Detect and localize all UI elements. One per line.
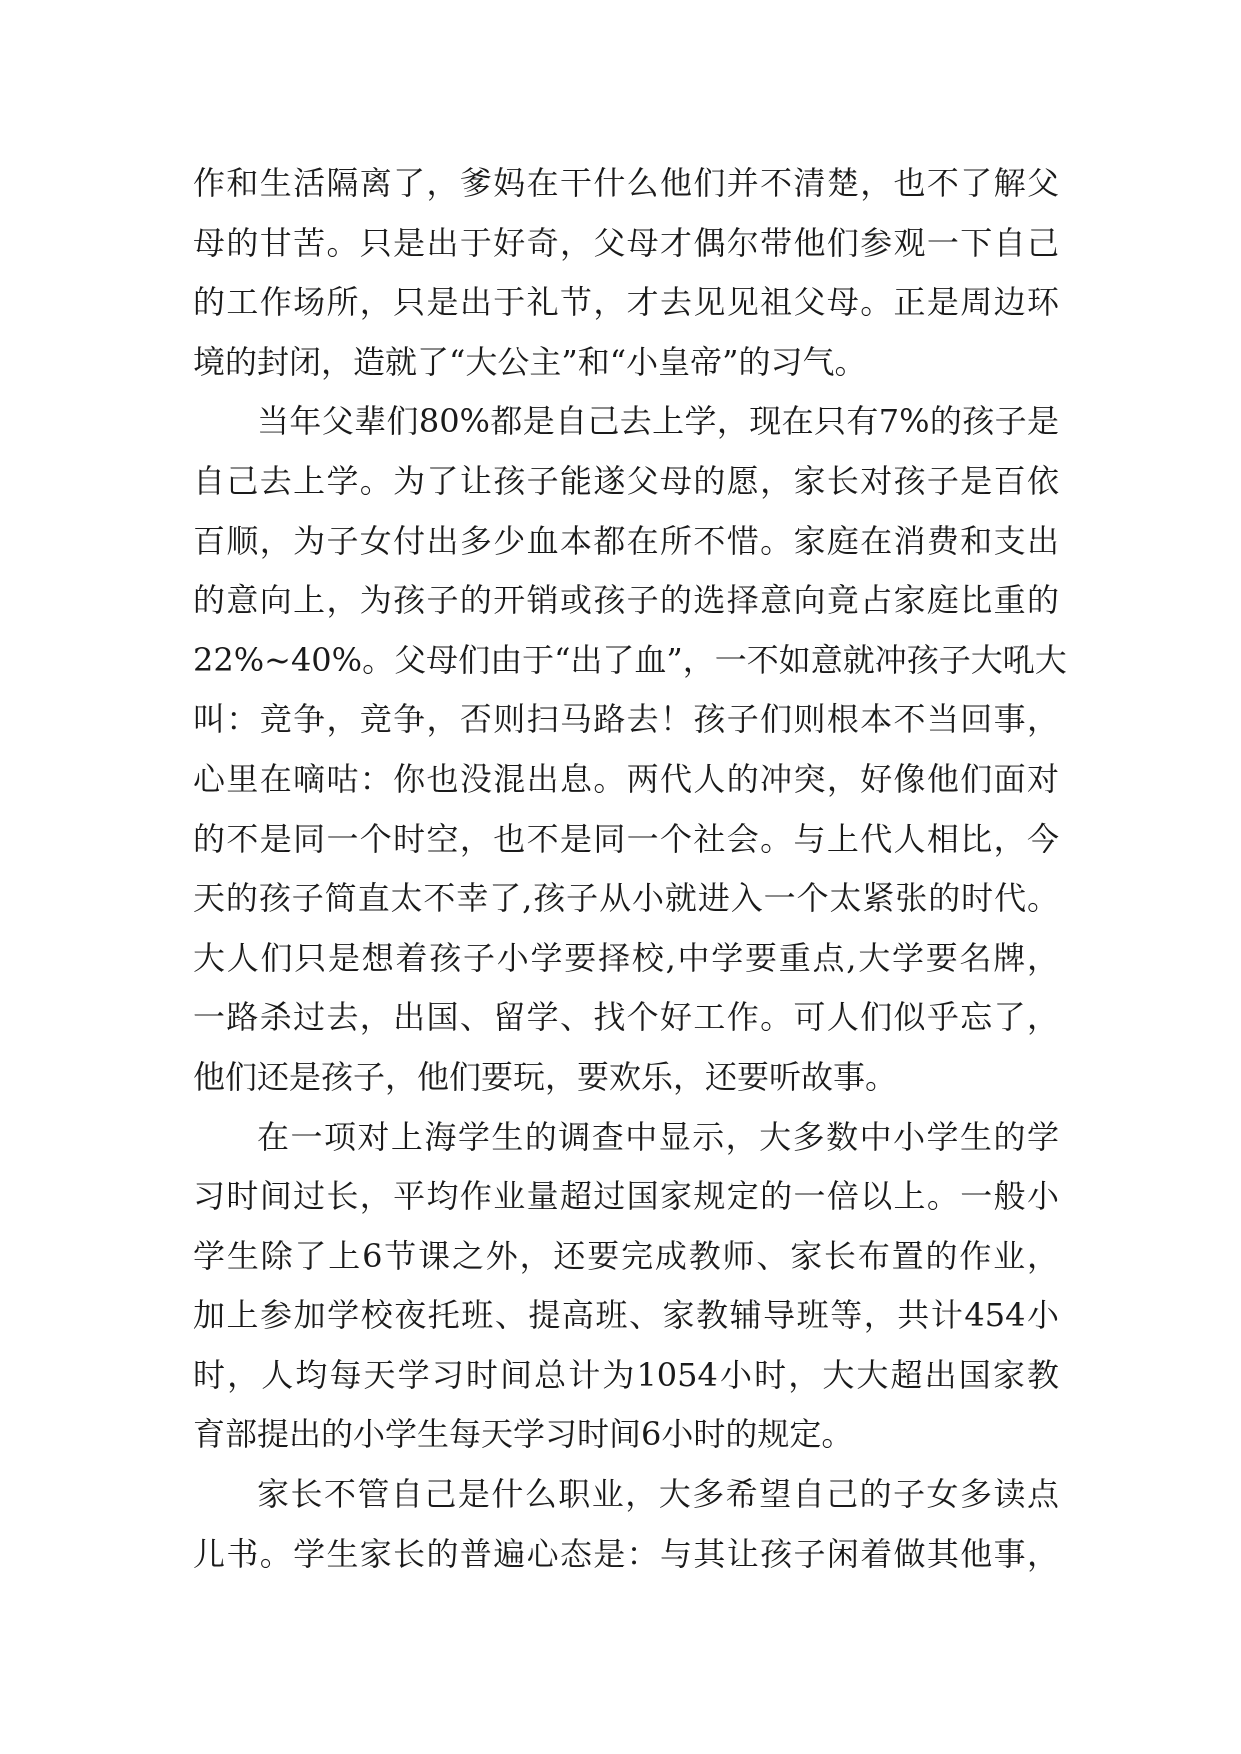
text-line: 百顺，为子女付出多少血本都在所不惜。家庭在消费和支出 [193, 521, 1059, 560]
text-line: 作和生活隔离了，爹妈在干什么他们并不清楚，也不了解父 [193, 164, 1059, 202]
text-line: 育部提出的小学生每天学习时间6小时的规定。 [193, 1415, 854, 1454]
text-line: 大人们只是想着孩子小学要择校,中学要重点,大学要名牌， [193, 938, 1059, 977]
text-line: 22%~40%。父母们由于“出了血”，一不如意就冲孩子大吼大 [193, 640, 1067, 679]
text-line: 一路杀过去，出国、留学、找个好工作。可人们似乎忘了， [193, 998, 1059, 1037]
text-line: 加上参加学校夜托班、提高班、家教辅导班等，共计454小 [193, 1296, 1059, 1335]
text-line: 叫：竞争，竞争，否则扫马路去！孩子们则根本不当回事， [193, 700, 1059, 739]
text-line: 境的封闭，造就了“大公主”和“小皇帝”的习气。 [193, 342, 867, 381]
body-text [193, 154, 1067, 1584]
text-line: 的工作场所，只是出于礼节，才去见见祖父母。正是周边环 [193, 283, 1059, 322]
text-line: 心里在嘀咕：你也没混出息。两代人的冲突，好像他们面对 [193, 759, 1059, 798]
paragraph [193, 154, 1059, 392]
text-line: 家长不管自己是什么职业，大多希望自己的子女多读点 [257, 1475, 1059, 1514]
text-line: 母的甘苦。只是出于好奇，父母才偶尔带他们参观一下自己 [193, 223, 1059, 262]
text-line: 在一项对上海学生的调查中显示，大多数中小学生的学 [257, 1117, 1059, 1156]
text-line: 时，人均每天学习时间总计为1054小时，大大超出国家教 [193, 1355, 1059, 1394]
text-line: 的意向上，为孩子的开销或孩子的选择意向竟占家庭比重的 [193, 581, 1059, 620]
text-line: 他们还是孩子，他们要玩，要欢乐，还要听故事。 [193, 1057, 898, 1096]
paragraph [193, 1108, 1059, 1466]
text-line: 的不是同一个时空，也不是同一个社会。与上代人相比，今 [193, 819, 1059, 858]
paragraph [193, 1465, 1059, 1584]
text-line: 习时间过长，平均作业量超过国家规定的一倍以上。一般小 [193, 1177, 1059, 1216]
text-line: 天的孩子简直太不幸了,孩子从小就进入一个太紧张的时代。 [193, 879, 1059, 918]
text-line: 当年父辈们80%都是自己去上学，现在只有7%的孩子是 [257, 402, 1059, 441]
text-line: 儿书。学生家长的普遍心态是：与其让孩子闲着做其他事， [193, 1534, 1059, 1573]
text-line: 学生除了上6节课之外，还要完成教师、家长布置的作业， [193, 1236, 1059, 1275]
paragraph [193, 392, 1067, 1107]
text-line: 自己去上学。为了让孩子能遂父母的愿，家长对孩子是百依 [193, 461, 1059, 500]
